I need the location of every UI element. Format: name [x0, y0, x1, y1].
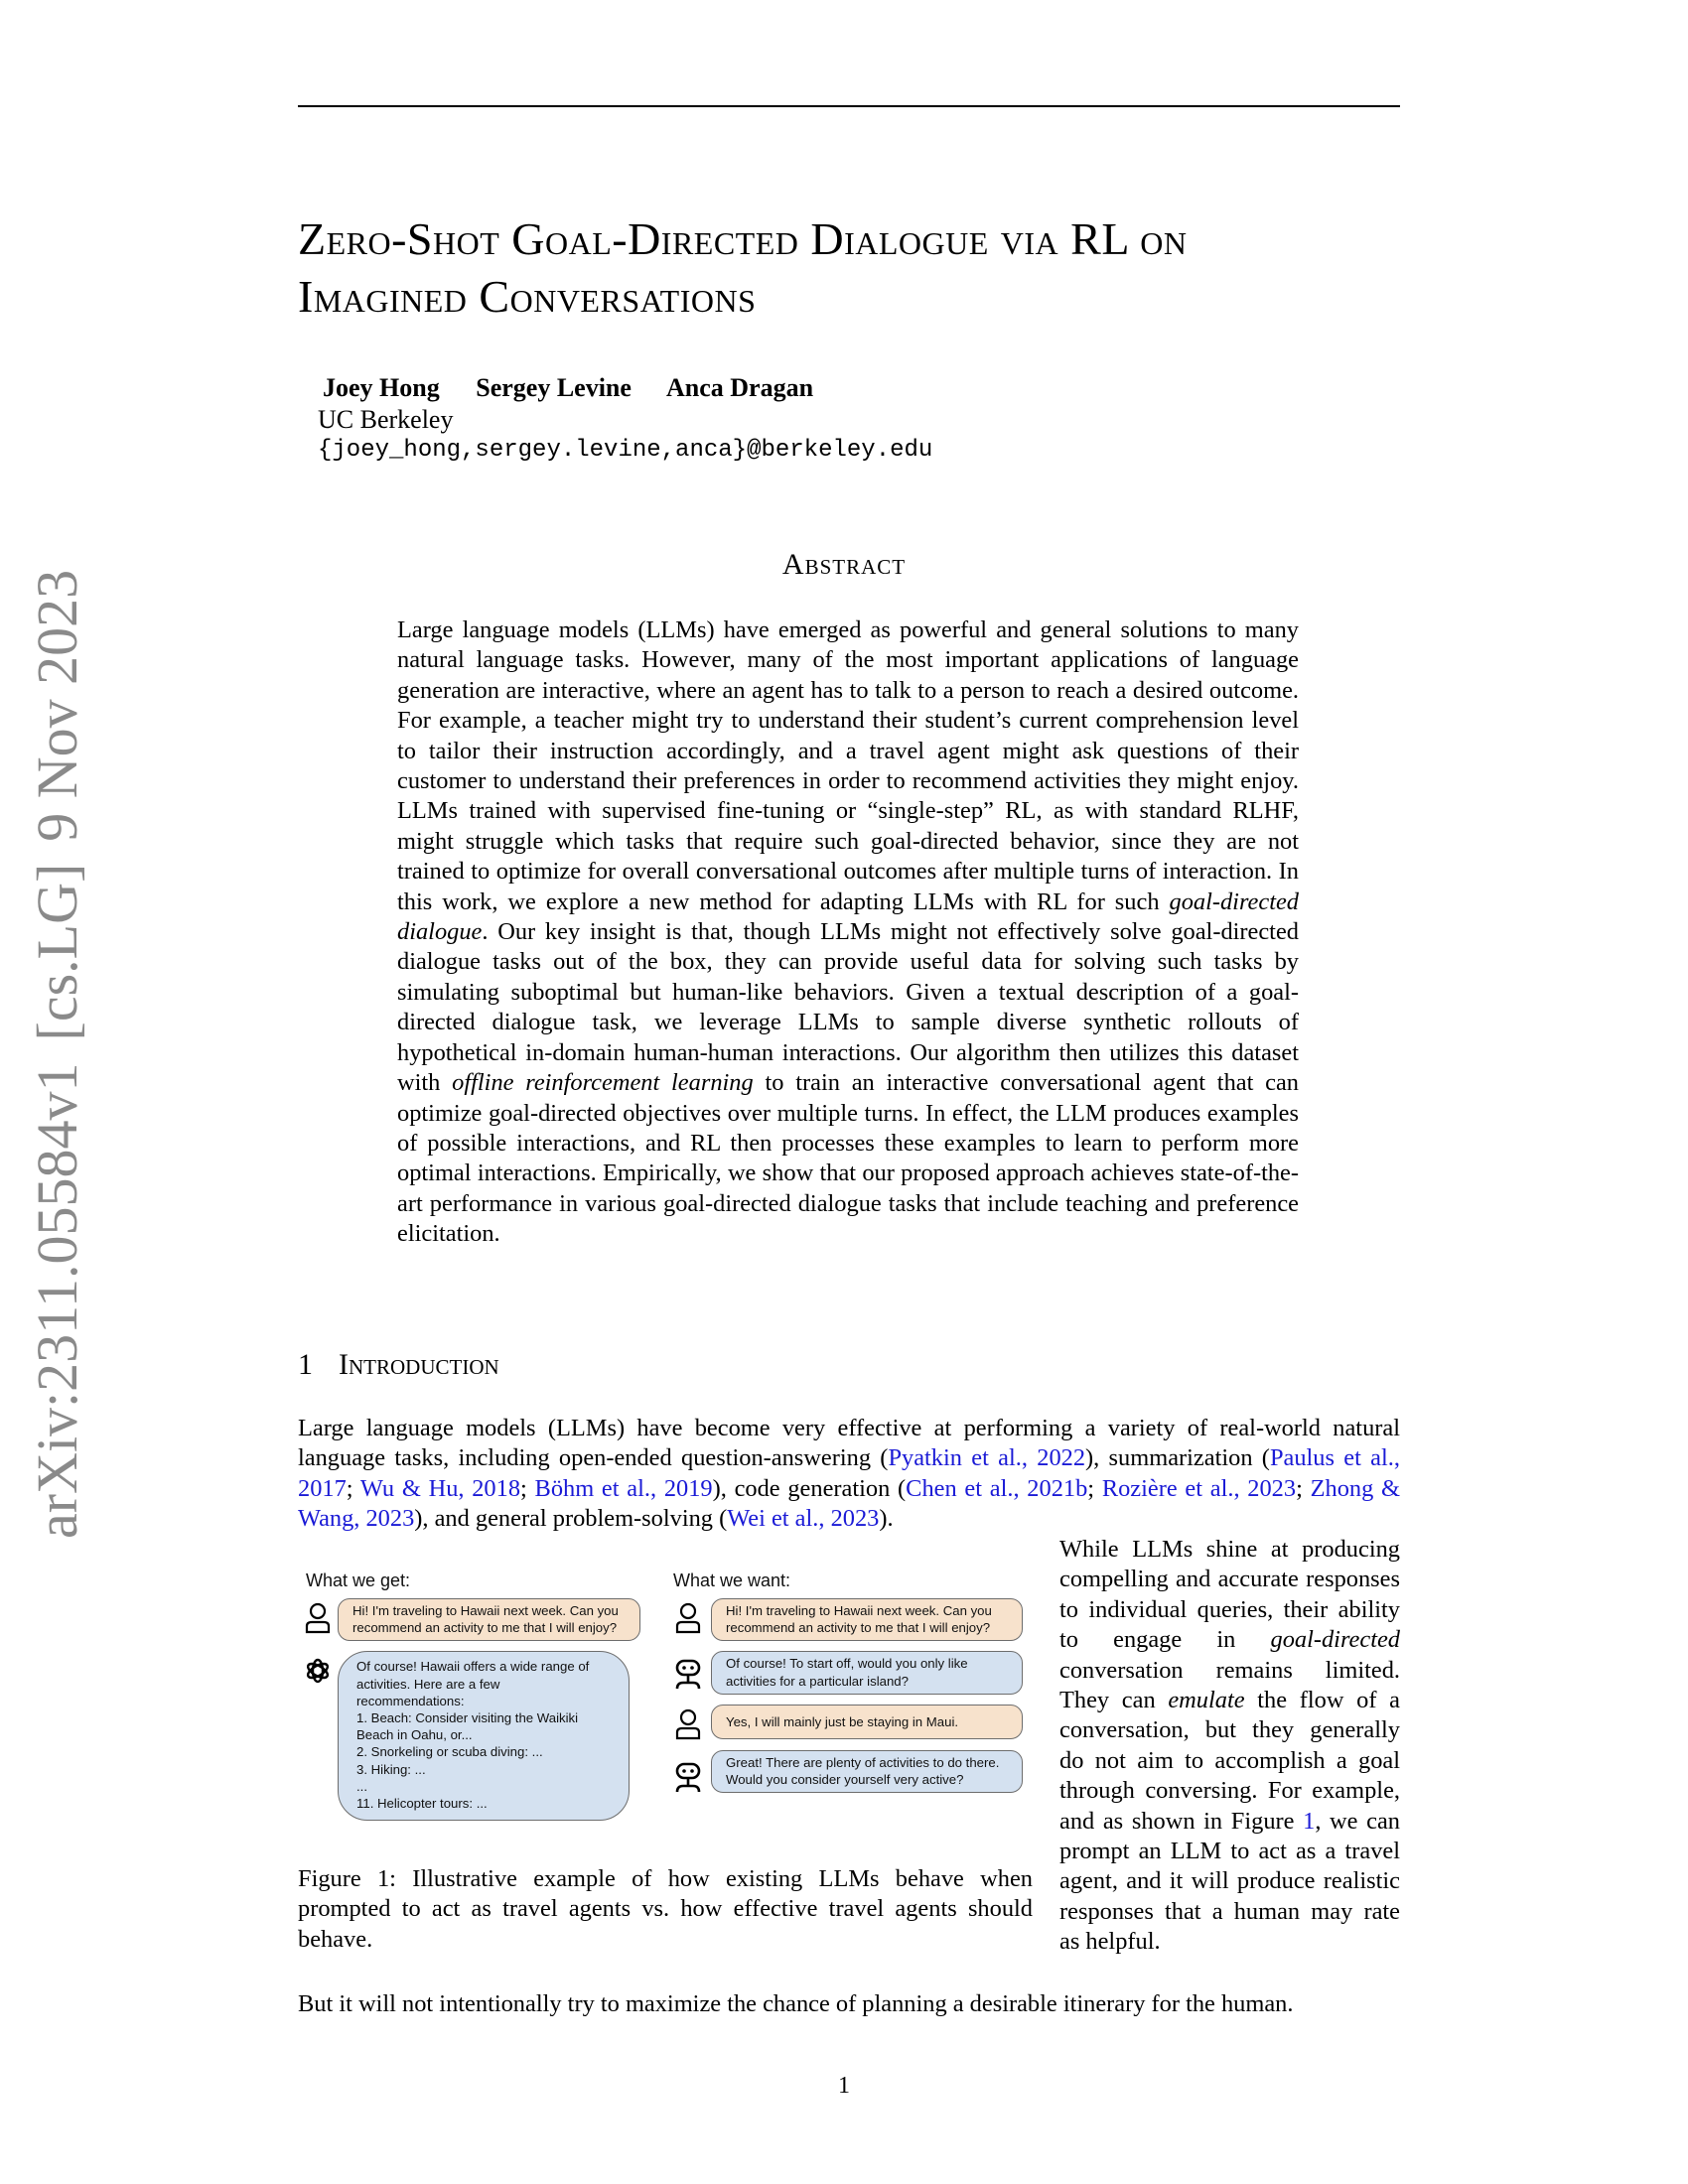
chat-bubble: Hi! I'm traveling to Hawaii next week. Can you recommend an activity to me that I will enjoy?: [338, 1598, 640, 1641]
chat-bubble: [338, 1651, 630, 1821]
bubble-line: 3. Hiking: ...: [356, 1761, 426, 1777]
robot-icon: [665, 1651, 711, 1691]
panel-label: What we want:: [673, 1570, 791, 1590]
openai-logo-icon: [298, 1651, 338, 1687]
bubble-line: ...: [356, 1778, 367, 1794]
arxiv-date: 9 Nov 2023: [25, 569, 89, 842]
intro-continuation: But it will not intentionally try to maximize the chance of planning a desirable itinerary for the human.: [298, 1990, 1294, 2017]
citation-link[interactable]: Zhong & Wang, 2023: [298, 1474, 1401, 1533]
intro-text: ), and general problem-solving (: [414, 1505, 728, 1533]
page-number: 1: [838, 2073, 850, 2099]
figure-1: [298, 1570, 1033, 1848]
arxiv-category: [cs.LG]: [25, 863, 89, 1041]
figure-panel-what-we-get: [298, 1570, 640, 1831]
intro-text: ).: [879, 1505, 894, 1533]
abstract-emphasis: offline reinforcement learning: [452, 1069, 754, 1097]
intro-emphasis: goal-directed: [1270, 1626, 1400, 1654]
intro-text: , we can prompt an LLM to act as a travel agent, and it will produce realistic responses that a human may rate as helpful.: [1059, 1807, 1400, 1956]
abstract-text: Large language models (LLMs) have emerged as powerful and general solutions to many natural language tasks. However, many of the most important applications of language generation are interactive, where an agent has to talk to a person to reach a desired outcome. For example, a teacher might try to understand their student’s current comprehension level to tailor their instruction accordingly, and a travel agent might ask questions of their customer to understand their preferences in order to recommend activities they might enjoy. LLMs trained with supervised fine-tuning or “single-step” RL, as with standard RLHF, might struggle which tasks that require such goal-directed behavior, since they are not trained to optimize for overall conversational outcomes after multiple turns of interaction. In this work, we explore a new method for adapting LLMs with RL for such: [397, 616, 1299, 915]
paper-title: [298, 210, 1410, 326]
chat-message-bot: [665, 1750, 1033, 1794]
citation-link[interactable]: Wu & Hu, 2018: [359, 1474, 521, 1502]
title-line-1: Zero-Shot Goal-Directed Dialogue via RL on: [298, 213, 1188, 264]
citation-link[interactable]: Pyatkin et al., 2022: [888, 1444, 1086, 1472]
intro-text: conversation remains limited. They can: [1059, 1656, 1400, 1714]
intro-text: ;: [1087, 1474, 1102, 1502]
chat-message-bot: [298, 1651, 640, 1821]
intro-wrap-paragraph: [1059, 1535, 1400, 1958]
chat-message-bot: [665, 1651, 1033, 1694]
author: Sergey Levine: [476, 373, 632, 402]
bubble-line: 2. Snorkeling or scuba diving: ...: [356, 1744, 543, 1760]
section-heading-introduction: [298, 1348, 499, 1382]
intro-text: the flow of a conversation, but they generally do not aim to accomplish a goal through conversing. For example, and as shown in Figure: [1059, 1687, 1400, 1835]
author: Anca Dragan: [666, 373, 814, 402]
figure-panel-what-we-want: [665, 1570, 1033, 1804]
user-icon: [298, 1598, 338, 1634]
author-email: {joey_hong,sergey.levine,anca}@berkeley.edu: [318, 437, 933, 464]
intro-text: Large language models (LLMs) have become very effective at performing a variety of real-world natural language tasks, including open-ended question-answering (: [298, 1415, 1400, 1472]
bubble-line: 11. Helicopter tours: ...: [356, 1796, 488, 1812]
chat-message-user: [298, 1598, 640, 1641]
intro-text: ;: [346, 1474, 360, 1502]
citation-link[interactable]: Rozière et al., 2023: [1101, 1474, 1297, 1502]
panel-label: What we get:: [306, 1570, 411, 1590]
intro-text: ;: [520, 1474, 535, 1502]
chat-message-user: [665, 1705, 1033, 1740]
arxiv-stamp: [24, 548, 90, 1539]
top-rule: [298, 105, 1400, 107]
chat-bubble: Hi! I'm traveling to Hawaii next week. Can you recommend an activity to me that I will enjoy?: [711, 1598, 1023, 1641]
abstract-heading: Abstract: [781, 548, 907, 581]
intro-text: ), summarization (: [1085, 1444, 1270, 1472]
intro-emphasis: emulate: [1168, 1687, 1245, 1714]
chat-message-user: [665, 1598, 1033, 1641]
affiliation: UC Berkeley: [318, 405, 454, 434]
author-list: [323, 373, 843, 403]
abstract-body: [397, 615, 1299, 1250]
section-title: Introduction: [339, 1348, 499, 1381]
chat-bubble: Great! There are plenty of activities to do there. Would you consider yourself very active?: [711, 1750, 1023, 1793]
abstract-text: to train an interactive conversational agent that can optimize goal-directed objectives over multiple turns. In effect, the LLM produces examples of possible interactions, and RL then processes these examples to learn to perform more optimal interactions. Empirically, we show that our proposed approach achieves state-of-the-art performance in various goal-directed dialogue tasks that include teaching and preference elicitation.: [397, 1069, 1299, 1248]
section-number: 1: [298, 1348, 313, 1381]
abstract-emphasis: goal-directed dialogue: [397, 887, 1299, 946]
intro-text: While LLMs shine at producing compelling and accurate responses to individual queries, their ability to engage in: [1059, 1536, 1400, 1654]
arxiv-id: arXiv:2311.05584v1: [25, 1062, 89, 1539]
citation-link[interactable]: Chen et al., 2021b: [906, 1474, 1088, 1502]
abstract-text: . Our key insight is that, though LLMs might not effectively solve goal-directed dialogue tasks out of the box, they can provide useful data for solving such tasks by simulating suboptimal but human-like behaviors. Given a textual description of a goal-directed dialogue task, we leverage LLMs to sample diverse synthetic rollouts of hypothetical in-domain human-human interactions. Our algorithm then utilizes this dataset with: [397, 918, 1299, 1097]
chat-bubble: Of course! To start off, would you only like activities for a particular island?: [711, 1651, 1023, 1694]
user-icon: [665, 1705, 711, 1740]
figure-caption: Figure 1: Illustrative example of how existing LLMs behave when prompted to act as travel agents vs. how effective travel agents should behave.: [298, 1865, 1033, 1953]
figure-reference-link[interactable]: 1: [1303, 1807, 1316, 1835]
robot-icon: [665, 1750, 711, 1794]
bubble-line: 1. Beach: Consider visiting the Waikiki Beach in Oahu, or...: [356, 1710, 579, 1743]
user-icon: [665, 1598, 711, 1634]
intro-text: ), code generation (: [712, 1474, 907, 1502]
bubble-line: Of course! Hawaii offers a wide range of activities. Here are a few recommendations:: [356, 1659, 590, 1708]
chat-bubble: Yes, I will mainly just be staying in Maui.: [711, 1705, 1023, 1739]
citation-link[interactable]: Wei et al., 2023: [727, 1505, 880, 1533]
intro-text: ;: [1296, 1474, 1311, 1502]
citation-link[interactable]: Böhm et al., 2019: [534, 1474, 713, 1502]
author: Joey Hong: [323, 373, 440, 402]
intro-paragraph: [298, 1414, 1400, 1535]
title-line-2: Imagined Conversations: [298, 271, 757, 322]
citation-link[interactable]: Paulus et al., 2017: [298, 1444, 1400, 1502]
